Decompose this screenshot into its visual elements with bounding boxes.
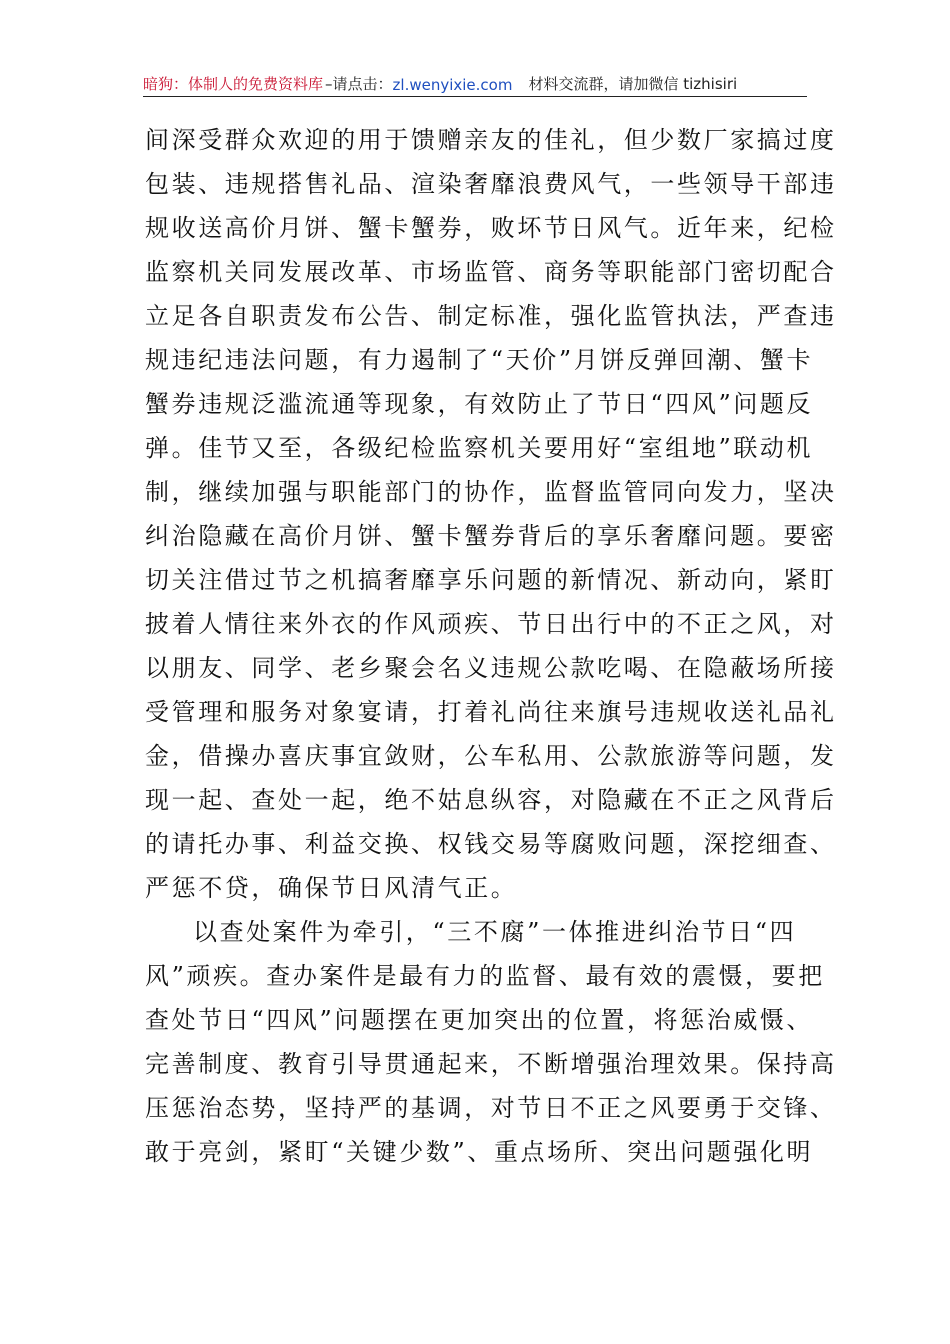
text-line: 立足各自职责发布公告、制定标准，强化监管执法，严查违 [145, 302, 837, 330]
text-line: 规收送高价月饼、蟹卡蟹券，败坏节日风气。近年来，纪检 [145, 214, 837, 242]
text-line: 制，继续加强与职能部门的协作，监督监管同向发力，坚决 [145, 478, 837, 506]
text-line: 的请托办事、利益交换、权钱交易等腐败问题，深挖细查、 [145, 830, 837, 858]
text-line: 规违纪违法问题，有力遏制了“天价”月饼反弹回潮、蟹卡 [145, 346, 814, 374]
header-separator: –请点击： [325, 75, 393, 93]
text-line: 间深受群众欢迎的用于馈赠亲友的佳礼，但少数厂家搞过度 [145, 126, 837, 154]
text-line: 查处节日“四风”问题摆在更加突出的位置，将惩治威慑、 [145, 1006, 814, 1034]
text-line: 包装、违规搭售礼品、渲染奢靡浪费风气，一些领导干部违 [145, 170, 837, 198]
header-link[interactable]: zl.wenyixie.com [392, 76, 513, 94]
text-line: 切关注借过节之机搞奢靡享乐问题的新情况、新动向，紧盯 [145, 566, 837, 594]
document-body [145, 118, 837, 1174]
text-line: 压惩治态势，坚持严的基调，对节日不正之风要勇于交锋、 [145, 1094, 837, 1122]
text-line: 现一起、查处一起，绝不姑息纵容，对隐藏在不正之风背后 [145, 786, 837, 814]
text-line: 披着人情往来外衣的作风顽疾、节日出行中的不正之风，对 [145, 610, 837, 638]
text-line: 受管理和服务对象宴请，打着礼尚往来旗号违规收送礼品礼 [145, 698, 837, 726]
text-line: 监察机关同发展改革、市场监管、商务等职能部门密切配合 [145, 258, 837, 286]
header-wechat-note: 材料交流群，请加微信 tizhisiri [528, 75, 738, 93]
text-line: 严惩不贷，确保节日风清气正。 [145, 874, 518, 902]
text-line: 敢于亮剑，紧盯“关键少数”、重点场所、突出问题强化明 [145, 1138, 814, 1166]
text-line: 蟹券违规泛滥流通等现象，有效防止了节日“四风”问题反 [145, 390, 814, 418]
text-line: 金，借操办喜庆事宜敛财，公车私用、公款旅游等问题，发 [145, 742, 837, 770]
text-line: 完善制度、教育引导贯通起来，不断增强治理效果。保持高 [145, 1050, 837, 1078]
text-line: 以朋友、同学、老乡聚会名义违规公款吃喝、在隐蔽场所接 [145, 654, 837, 682]
paragraph-first-line: 以查处案件为牵引，“三不腐”一体推进纠治节日“四 [193, 918, 797, 946]
text-line: 弹。佳节又至，各级纪检监察机关要用好“室组地”联动机 [145, 434, 814, 462]
header-brand: 暗狗：体制人的免费资料库 [143, 75, 324, 93]
text-line: 风”顽疾。查办案件是最有力的监督、最有效的震慑，要把 [145, 962, 825, 990]
page-header [143, 68, 807, 97]
text-line: 纠治隐藏在高价月饼、蟹卡蟹券背后的享乐奢靡问题。要密 [145, 522, 837, 550]
